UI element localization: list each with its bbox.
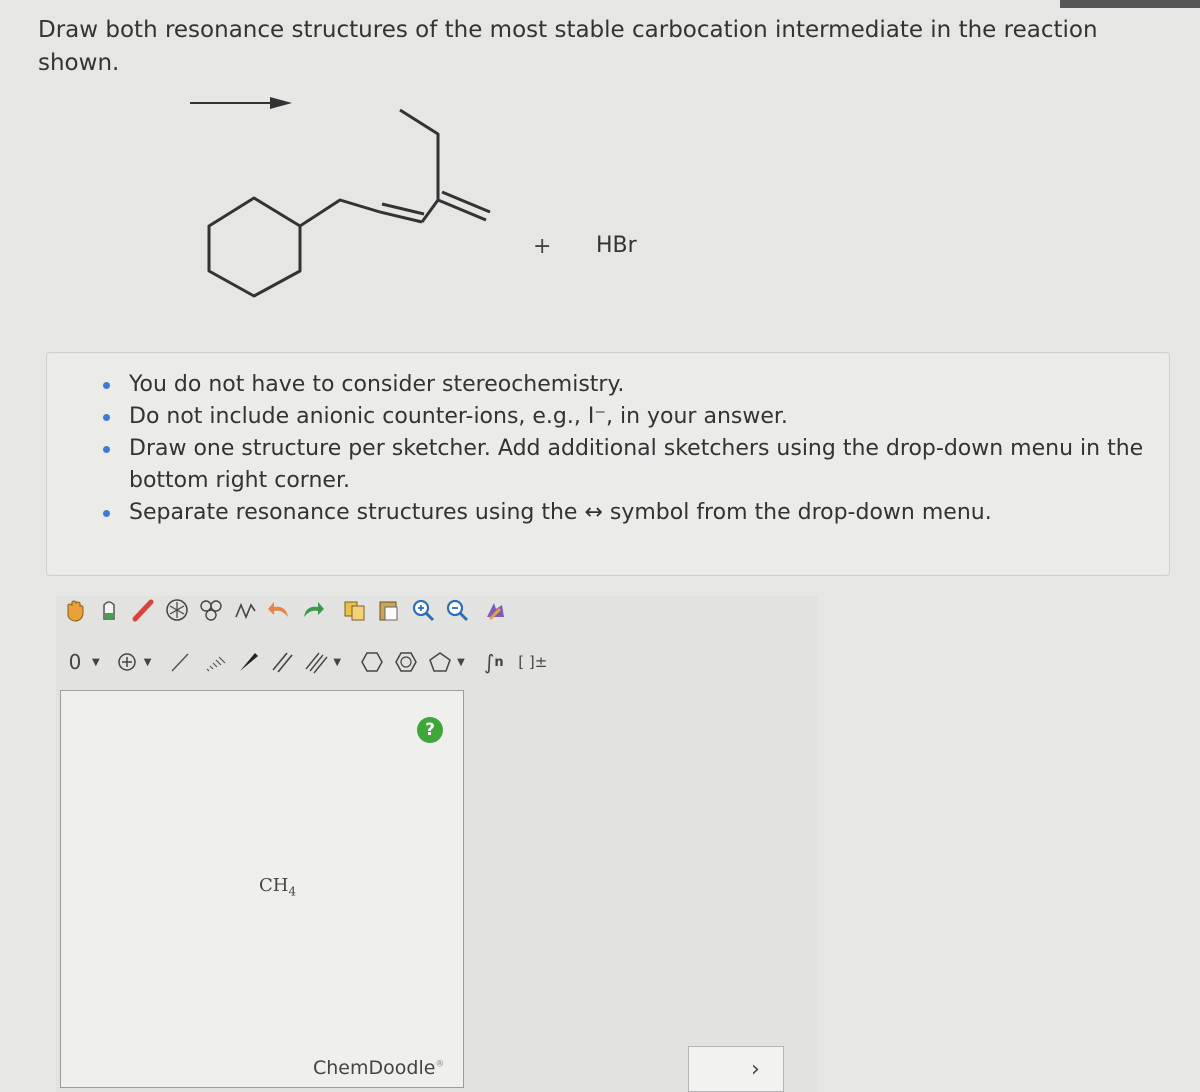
copy-icon[interactable] <box>340 595 370 625</box>
instruction-item: Separate resonance structures using the ↔ symbol from the drop-down menu. <box>129 497 1169 529</box>
templates-icon[interactable] <box>196 595 226 625</box>
plus-charge-icon[interactable] <box>112 647 142 677</box>
reaction-arrow <box>190 96 294 110</box>
template-n-label: n <box>494 654 504 670</box>
ring-template-icon[interactable] <box>162 595 192 625</box>
wedge-bond-icon[interactable] <box>233 647 263 677</box>
chevron-down-icon[interactable]: ▼ <box>457 656 465 668</box>
ch4-subscript: 4 <box>288 884 297 899</box>
double-bond-icon[interactable] <box>267 647 297 677</box>
chain-bond <box>300 200 380 226</box>
redo-icon[interactable] <box>298 595 328 625</box>
reaction-scheme <box>190 96 830 306</box>
chevron-down-icon[interactable]: ▼ <box>143 656 152 668</box>
instructions-list <box>47 353 1169 529</box>
reactant-structure <box>190 96 830 306</box>
add-sketcher-dropdown[interactable] <box>688 1046 784 1092</box>
clean-icon[interactable] <box>480 595 510 625</box>
chemdoodle-brand <box>313 1057 444 1079</box>
cyclohexane-ring <box>209 198 300 296</box>
lasso-icon[interactable] <box>94 595 124 625</box>
chevron-right-icon: › <box>751 1057 760 1082</box>
help-button[interactable]: ? <box>417 717 443 743</box>
instruction-item: You do not have to consider stereochemistry. <box>129 369 1169 401</box>
benzene-icon[interactable] <box>391 647 421 677</box>
undo-icon[interactable] <box>264 595 294 625</box>
bracket-button[interactable]: [ ]± <box>518 653 548 671</box>
integral-icon: ∫ <box>483 650 495 674</box>
brand-name: ChemDoodle <box>313 1057 436 1079</box>
question-text: Draw both resonance structures of the most stable carbocation intermediate in the reaction shown. <box>38 17 1098 76</box>
chain-template-icon[interactable] <box>230 595 260 625</box>
cyclohexane-icon[interactable] <box>357 647 387 677</box>
paste-icon[interactable] <box>374 595 404 625</box>
reagent-hbr: HBr <box>596 233 637 258</box>
sketcher-canvas[interactable] <box>60 690 464 1088</box>
hand-icon[interactable] <box>60 595 90 625</box>
triple-bond-icon[interactable] <box>301 647 331 677</box>
eraser-icon[interactable] <box>128 595 158 625</box>
chevron-down-icon[interactable]: ▼ <box>333 656 342 668</box>
top-strip <box>0 0 1200 8</box>
charge-selector[interactable] <box>60 647 90 677</box>
plus-sign: + <box>533 234 552 259</box>
instructions-box <box>46 352 1170 576</box>
sketcher-toolbar-top <box>60 590 514 630</box>
zoom-in-icon[interactable] <box>408 595 438 625</box>
ch4-formula: CH <box>259 875 289 896</box>
zoom-out-icon[interactable] <box>442 595 472 625</box>
hashed-bond-icon[interactable] <box>199 647 229 677</box>
template-n-button[interactable] <box>479 647 509 677</box>
placeholder-molecule <box>259 875 296 899</box>
single-bond-icon[interactable] <box>165 647 195 677</box>
instruction-item: Draw one structure per sketcher. Add additional sketchers using the drop-down menu in the bottom right corner. <box>129 433 1169 497</box>
charge-value: 0 <box>68 650 82 674</box>
cyclopentane-icon[interactable] <box>425 647 455 677</box>
sketcher-toolbar-bottom <box>60 642 557 682</box>
registered-mark: ® <box>435 1059 445 1070</box>
instruction-item: Do not include anionic counter-ions, e.g., I⁻, in your answer. <box>129 401 1169 433</box>
ethyl-branch <box>400 110 438 200</box>
chevron-down-icon[interactable]: ▼ <box>92 656 100 668</box>
